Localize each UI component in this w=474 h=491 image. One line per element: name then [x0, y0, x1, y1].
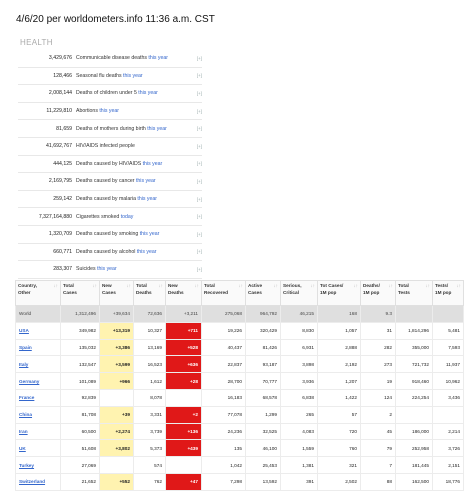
section-title: HEALTH [20, 38, 53, 47]
column-header-text: Deaths [168, 289, 184, 295]
table-cell: 72,636 [134, 306, 166, 323]
table-cell: 320,429 [246, 322, 281, 339]
expand-button[interactable]: [+] [196, 178, 202, 184]
table-cell: 349,982 [61, 322, 100, 339]
table-cell: 3,898 [281, 356, 318, 373]
column-header[interactable] [281, 281, 318, 306]
table-cell: 13,169 [134, 339, 166, 356]
table-cell: 964,792 [246, 306, 281, 323]
stat-period-link[interactable]: this year [123, 72, 143, 79]
table-cell: 132,547 [61, 356, 100, 373]
stat-value: 11,229,810 [46, 108, 72, 115]
table-cell: +552 [100, 473, 134, 490]
stat-period-link[interactable]: this year [142, 160, 163, 167]
stat-label [76, 249, 192, 255]
stat-label-text: Deaths caused by smoking [76, 231, 140, 238]
stat-label [76, 196, 192, 202]
stat-value: 444,125 [53, 160, 72, 167]
stat-row [18, 138, 202, 156]
table-cell: 1,814,296 [396, 322, 433, 339]
table-cell: 19 [361, 373, 396, 390]
table-cell: 57 [318, 406, 361, 423]
table-cell: 3,936 [281, 373, 318, 390]
column-header[interactable] [318, 281, 361, 306]
table-cell: 124 [361, 389, 396, 406]
table-cell: +28 [166, 373, 202, 390]
stat-value: 259,142 [53, 196, 72, 203]
column-header-text: 1M pop [435, 289, 452, 295]
stat-value: 1,320,709 [48, 231, 72, 238]
table-cell: 24,236 [202, 423, 246, 440]
expand-button[interactable]: [+] [196, 196, 202, 202]
table-cell: 1,042 [202, 457, 246, 474]
table-cell: 760 [318, 440, 361, 457]
world-total-row [16, 306, 464, 323]
table-cell: 28,700 [202, 373, 246, 390]
column-header-text: Total [63, 283, 74, 288]
table-cell: 79 [361, 440, 396, 457]
country-cell[interactable] [16, 356, 61, 373]
table-cell: 22,837 [202, 356, 246, 373]
sort-icon[interactable]: ↓↑ [158, 283, 163, 288]
table-cell: 10,327 [134, 322, 166, 339]
table-cell: 81,426 [246, 339, 281, 356]
stat-label-text: Suicides [76, 266, 98, 273]
column-header-text: Recovered [204, 289, 228, 295]
expand-button[interactable]: [+] [196, 266, 202, 272]
table-cell: 282 [361, 339, 396, 356]
table-cell: 3,331 [134, 406, 166, 423]
stat-period-link[interactable]: this year [147, 125, 167, 132]
stat-row [18, 120, 202, 138]
table-cell: 3,726 [433, 440, 464, 457]
column-header-text: Tests/ [435, 283, 449, 288]
table-cell [100, 389, 134, 406]
stat-period-link[interactable]: this year [148, 55, 168, 62]
table-cell: 5,373 [134, 440, 166, 457]
table-cell: 8,078 [134, 389, 166, 406]
sort-icon[interactable]: ↓↑ [425, 283, 430, 288]
table-cell [100, 457, 134, 474]
sort-icon[interactable]: ↓↑ [238, 283, 243, 288]
expand-button[interactable]: [+] [196, 231, 202, 237]
table-cell [396, 306, 433, 323]
stat-row [18, 68, 202, 86]
column-header-text: Tot Cases/ [320, 283, 344, 288]
stat-label [76, 231, 192, 237]
table-row [16, 339, 464, 356]
expand-button[interactable]: [+] [196, 214, 202, 220]
stat-label-text: HIV/AIDS infected people [76, 143, 135, 150]
stat-label-text: Deaths caused by HIV/AIDS [76, 160, 143, 167]
table-cell: 391 [281, 473, 318, 490]
table-row [16, 406, 464, 423]
stat-row [18, 261, 202, 279]
country-cell[interactable] [16, 423, 61, 440]
stat-period-link[interactable]: this year [97, 266, 117, 273]
table-cell: 721,732 [396, 356, 433, 373]
table-cell: 60,500 [61, 423, 100, 440]
country-cell[interactable] [16, 389, 61, 406]
column-header[interactable] [202, 281, 246, 306]
column-header[interactable] [100, 281, 134, 306]
coronavirus-table-container [15, 280, 463, 491]
stat-value: 128,466 [53, 72, 72, 79]
coronavirus-cases-table [15, 280, 464, 491]
stat-label [76, 55, 192, 61]
table-header-row [16, 281, 464, 306]
stat-label-text: Seasonal flu deaths [76, 72, 124, 79]
sort-icon[interactable]: ↓↑ [53, 283, 58, 288]
table-cell: 168 [318, 306, 361, 323]
column-header-text: Active [248, 283, 263, 288]
column-header-text: New [102, 283, 112, 288]
table-cell: 13,592 [246, 473, 281, 490]
stat-row [18, 173, 202, 191]
table-row [16, 373, 464, 390]
stat-row [18, 103, 202, 121]
column-header-text: Serious, [283, 283, 302, 288]
expand-button[interactable]: [+] [196, 143, 202, 149]
table-row [16, 389, 464, 406]
table-cell: 70,777 [246, 373, 281, 390]
stat-label [76, 90, 192, 96]
table-cell: 7 [361, 457, 396, 474]
table-cell: 16,183 [202, 389, 246, 406]
sort-icon[interactable]: ↓↑ [310, 283, 315, 288]
table-row [16, 423, 464, 440]
table-cell: +711 [166, 322, 202, 339]
sort-icon[interactable]: ↓↑ [353, 283, 358, 288]
table-cell: 46,215 [281, 306, 318, 323]
table-cell: +966 [100, 373, 134, 390]
stat-period-link[interactable]: today [120, 213, 134, 220]
sort-icon[interactable]: ↓↑ [388, 283, 393, 288]
column-header[interactable] [433, 281, 464, 306]
table-cell: 40,437 [202, 339, 246, 356]
table-cell: 1,299 [246, 406, 281, 423]
table-cell: 1,057 [318, 322, 361, 339]
expand-button[interactable]: [+] [196, 90, 202, 96]
table-cell: 77,078 [202, 406, 246, 423]
column-header-text: Cases [102, 289, 116, 295]
table-cell: 68,578 [246, 389, 281, 406]
stat-value: 283,307 [53, 266, 72, 273]
column-header[interactable] [396, 281, 433, 306]
table-cell: 2 [361, 406, 396, 423]
stat-label [76, 73, 192, 79]
stat-row [18, 191, 202, 209]
table-cell: 252,958 [396, 440, 433, 457]
country-link[interactable]: Italy [19, 361, 29, 367]
column-header-text: Deaths [136, 289, 152, 295]
stat-label-text: Deaths caused by malaria [76, 196, 138, 203]
table-cell: +3,386 [100, 339, 134, 356]
table-cell: 45 [361, 423, 396, 440]
table-cell: +39,634 [100, 306, 134, 323]
table-cell: 27,069 [61, 457, 100, 474]
table-cell: 265 [281, 406, 318, 423]
table-cell: +39 [100, 406, 134, 423]
stat-label-text: Cigarettes smoked [76, 213, 121, 220]
table-cell: 2,502 [318, 473, 361, 490]
country-link[interactable]: Switzerland [19, 479, 46, 485]
table-cell: 31 [361, 322, 396, 339]
stat-value: 2,008,144 [48, 90, 72, 97]
column-header-text: Total [204, 283, 215, 288]
expand-button[interactable]: [+] [196, 126, 202, 132]
table-cell [166, 457, 202, 474]
table-cell: 720 [318, 423, 361, 440]
table-cell: 1,422 [318, 389, 361, 406]
table-cell: 1,559 [281, 440, 318, 457]
stat-period-link[interactable]: this year [135, 178, 156, 185]
country-link[interactable]: Spain [19, 344, 32, 350]
stat-label [76, 266, 192, 272]
table-row [16, 322, 464, 339]
stat-label-text: Deaths of children under 5 [76, 90, 139, 97]
country-cell[interactable] [16, 339, 61, 356]
expand-button[interactable]: [+] [196, 73, 202, 79]
table-cell: 9.3 [361, 306, 396, 323]
stat-value: 3,429,676 [48, 55, 72, 62]
table-cell: 1,381 [281, 457, 318, 474]
table-cell: +13,319 [100, 322, 134, 339]
country-cell[interactable] [16, 322, 61, 339]
stat-label-text: Abortions [76, 108, 100, 115]
column-header-text: Critical [283, 289, 299, 295]
table-cell: 7,298 [202, 473, 246, 490]
stat-value: 41,692,767 [46, 143, 72, 150]
expand-button[interactable]: [+] [196, 249, 202, 255]
stat-label-text: Deaths caused by alcohol [76, 248, 137, 255]
table-cell [433, 406, 464, 423]
column-header-text: Cases [248, 289, 262, 295]
table-cell: 162,500 [396, 473, 433, 490]
table-cell: +3,802 [100, 440, 134, 457]
stat-label [76, 161, 192, 167]
table-cell: 355,000 [396, 339, 433, 356]
column-header[interactable] [134, 281, 166, 306]
table-cell: 7,593 [433, 339, 464, 356]
country-link[interactable]: UK [19, 445, 26, 451]
table-cell: +636 [166, 356, 202, 373]
expand-button[interactable]: [+] [196, 108, 202, 114]
stat-row [18, 85, 202, 103]
table-cell: +528 [166, 339, 202, 356]
column-header[interactable] [246, 281, 281, 306]
table-cell: 2,888 [318, 339, 361, 356]
table-cell: 46,100 [246, 440, 281, 457]
table-cell: 3,436 [433, 389, 464, 406]
column-header-text: Country, [18, 283, 37, 288]
stat-period-link[interactable]: this year [139, 231, 160, 238]
table-cell: +3,211 [166, 306, 202, 323]
table-cell: 186,000 [396, 423, 433, 440]
table-cell: 1,612 [134, 373, 166, 390]
stat-value: 81,659 [56, 125, 72, 132]
column-header-text: Cases [63, 289, 77, 295]
table-cell [166, 389, 202, 406]
table-cell: 574 [134, 457, 166, 474]
country-link[interactable]: Iran [19, 428, 28, 434]
country-link[interactable]: USA [19, 328, 29, 334]
table-cell: 18,776 [433, 473, 464, 490]
table-cell: 3,739 [134, 423, 166, 440]
table-cell: 8,830 [281, 322, 318, 339]
table-row [16, 473, 464, 490]
column-header-text: New [168, 283, 178, 288]
sort-icon[interactable]: ↓↑ [126, 283, 131, 288]
expand-button[interactable]: [+] [196, 161, 202, 167]
table-cell [433, 306, 464, 323]
table-cell: +47 [166, 473, 202, 490]
table-cell: 181,445 [396, 457, 433, 474]
table-cell: 4,083 [281, 423, 318, 440]
stat-period-link[interactable]: this year [136, 248, 157, 255]
sort-icon[interactable]: ↓↑ [194, 283, 199, 288]
stat-label [76, 214, 192, 220]
table-cell: 19,226 [202, 322, 246, 339]
table-cell: 101,089 [61, 373, 100, 390]
country-link[interactable]: China [19, 412, 33, 418]
table-cell: 2,151 [433, 457, 464, 474]
health-stats-list [18, 50, 202, 279]
stat-label-text: Deaths caused by cancer [76, 178, 136, 185]
column-header-text: 1M pop [363, 289, 380, 295]
stat-value: 2,169,795 [48, 178, 72, 185]
table-cell: 2,214 [433, 423, 464, 440]
column-header[interactable] [166, 281, 202, 306]
table-cell: 5,481 [433, 322, 464, 339]
table-cell: 135,032 [61, 339, 100, 356]
stat-row [18, 156, 202, 174]
table-cell: 2,192 [318, 356, 361, 373]
table-cell: 1,207 [318, 373, 361, 390]
country-cell: World [16, 306, 61, 323]
stat-period-link[interactable]: this year [138, 90, 158, 97]
table-cell: +2 [166, 406, 202, 423]
country-link[interactable]: Germany [19, 378, 40, 384]
column-header-text: Total [136, 283, 147, 288]
table-cell: +136 [166, 423, 202, 440]
table-cell: 88 [361, 473, 396, 490]
country-cell[interactable] [16, 373, 61, 390]
table-cell: 224,254 [396, 389, 433, 406]
stat-row [18, 50, 202, 68]
stat-label [76, 143, 192, 149]
table-cell: 6,931 [281, 339, 318, 356]
column-header-text: Deaths/ [363, 283, 380, 288]
stat-label-text: Deaths of mothers during birth [76, 125, 148, 132]
stat-label [76, 126, 192, 132]
table-row [16, 457, 464, 474]
column-header-text: Total [398, 283, 409, 288]
table-cell: 321 [318, 457, 361, 474]
country-link[interactable]: Turkey [19, 462, 35, 468]
table-cell: +439 [166, 440, 202, 457]
expand-button[interactable]: [+] [196, 55, 202, 61]
stat-row [18, 226, 202, 244]
table-row [16, 356, 464, 373]
table-cell: 81,708 [61, 406, 100, 423]
stat-period-link[interactable]: this year [137, 196, 158, 203]
table-cell: 16,523 [134, 356, 166, 373]
sort-icon[interactable]: ↓↑ [92, 283, 97, 288]
column-header-text: Other [18, 289, 31, 295]
page-caption: 4/6/20 per worldometers.info 11:36 a.m. CST [16, 14, 215, 25]
table-cell: 25,453 [246, 457, 281, 474]
table-cell: 32,525 [246, 423, 281, 440]
stat-row [18, 244, 202, 262]
table-cell: 10,962 [433, 373, 464, 390]
country-cell[interactable] [16, 440, 61, 457]
country-link[interactable]: France [19, 395, 35, 401]
column-header[interactable] [61, 281, 100, 306]
table-cell: 762 [134, 473, 166, 490]
country-cell[interactable] [16, 473, 61, 490]
table-row [16, 440, 464, 457]
sort-icon[interactable]: ↓↑ [273, 283, 278, 288]
country-cell[interactable] [16, 457, 61, 474]
column-header-text: 1M pop [320, 289, 337, 295]
table-cell: +2,274 [100, 423, 134, 440]
table-cell: 11,937 [433, 356, 464, 373]
table-cell: 21,652 [61, 473, 100, 490]
table-cell: 918,460 [396, 373, 433, 390]
table-cell: 6,838 [281, 389, 318, 406]
column-header[interactable] [16, 281, 61, 306]
stat-value: 7,327,164,880 [38, 213, 72, 220]
column-header-text: Tests [398, 289, 410, 295]
table-cell: 1,312,496 [61, 306, 100, 323]
table-cell: 275,068 [202, 306, 246, 323]
table-cell: 93,187 [246, 356, 281, 373]
table-cell [396, 406, 433, 423]
stat-row [18, 208, 202, 226]
column-header[interactable] [361, 281, 396, 306]
table-cell: 273 [361, 356, 396, 373]
table-cell: +3,599 [100, 356, 134, 373]
table-cell: 135 [202, 440, 246, 457]
table-cell: 92,839 [61, 389, 100, 406]
stat-period-link[interactable]: this year [99, 108, 119, 115]
stat-value: 660,771 [53, 248, 72, 255]
country-cell[interactable] [16, 406, 61, 423]
stat-label [76, 178, 192, 184]
table-cell: 51,608 [61, 440, 100, 457]
stat-label-text: Communicable disease deaths [76, 55, 149, 62]
stat-label [76, 108, 192, 114]
sort-icon[interactable]: ↓↑ [456, 283, 461, 288]
